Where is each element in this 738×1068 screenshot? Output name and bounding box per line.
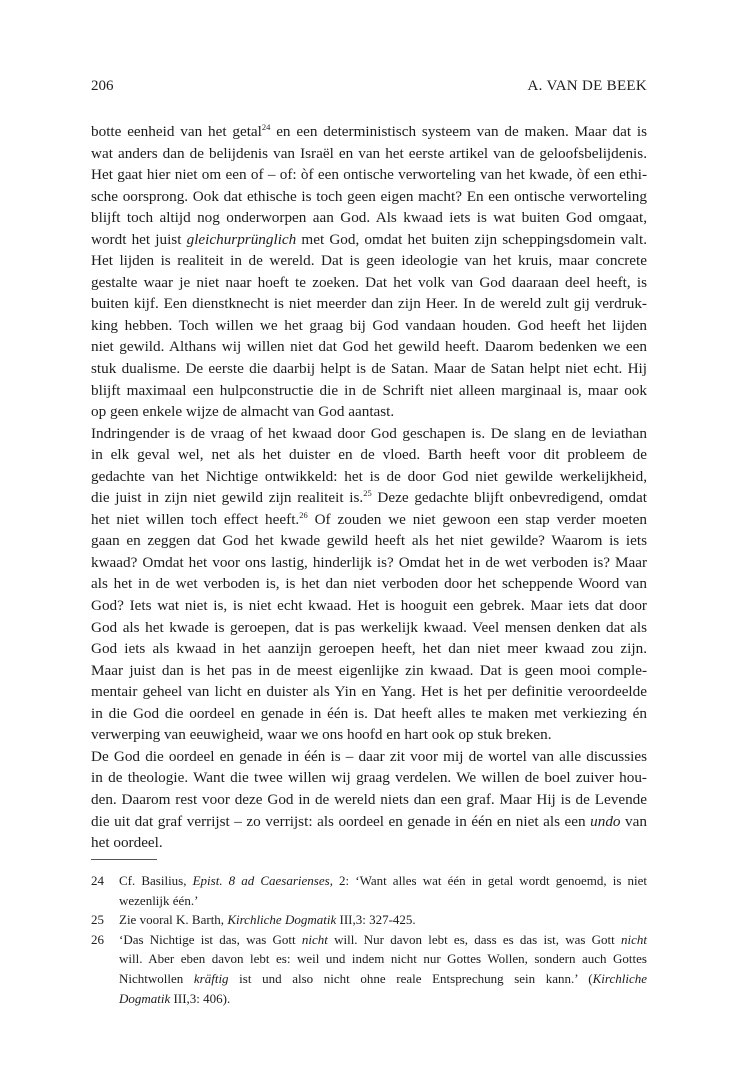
text-line: wat anders dan de belijdenis van Israël en van het eerste artikel van de geloofsbelijdenis. <box>91 144 647 162</box>
text-line: Het lijden is realiteit in de wereld. Dat is geen ideologie van het kruis, maar concrete <box>91 252 647 270</box>
text-line: botte eenheid van het getal$^{24}$ en een deterministisch systeem van de maken. Maar dat is <box>91 122 647 140</box>
footnote-26 <box>91 930 647 1008</box>
text-line: als het in de wet verboden is, is het dan niet verboden door het scheppende Woord van <box>91 575 647 593</box>
footnote-24 <box>91 871 647 910</box>
text-line: het oordeel. <box>91 834 163 852</box>
text-line: stuk dualisme. De eerste die daarbij helpt is de Satan. Maar de Satan helpt niet echt. Hij <box>91 360 647 378</box>
footnote-number: 24 <box>91 873 104 888</box>
footnote-number: 25 <box>91 912 104 928</box>
text-line: sche oorsprong. Ook dat ethische is toch geen eigen macht? En een ontische verworteling <box>91 187 647 205</box>
footnote-ref: 26 <box>299 509 308 520</box>
text-line: in de theologie. Want die twee willen wij graag verdelen. We willen de boel zuiver hou- <box>91 769 647 787</box>
text-line: gedachte van het Nichtige ontwikkeld: het is de door God niet gewilde werkelijkheid, <box>91 467 647 485</box>
text-line: die juist in zijn niet gewild zijn realiteit is.$^{25}$ Deze gedachte blijft onbevredigend, omdat <box>91 488 647 507</box>
footnote-line: wezenlijk één.’ <box>119 892 199 908</box>
running-head: A. VAN DE BEEK <box>527 78 647 94</box>
footnote-line: will. Aber eben davon lebt es: weil und indem nicht nur Gottes Wollen, sondern auch Gottes <box>119 951 647 967</box>
text-line: op geen enkele wijze de almacht van God aantast. <box>91 403 395 421</box>
page-number: 206 <box>91 78 114 94</box>
text-line: God iets als kwaad in het aanzijn geroepen heeft, het dan niet meer kwaad zou zijn. <box>91 640 647 658</box>
text-line: gestalte waar je niet naar hoeft te zoeken. Dat het volk van God daaraan deel heeft, is <box>91 273 647 291</box>
text-line: Het gaat hier niet om een of – of: òf een ontische verworteling van het kwade, òf een ethi- <box>91 166 647 184</box>
text-line: die uit dat graf verrijst – zo verrijst: als oordeel en genade in één en niet als een undo van <box>91 812 647 830</box>
text-line: blijft toch altijd nog onderworpen aan God. Als kwaad iets is wat buiten God omgaat, <box>91 209 647 227</box>
footnotes <box>91 871 647 1008</box>
footnote-line: Zie vooral K. Barth, Kirchliche Dogmatik III,3: 327-425. <box>119 912 416 928</box>
footnote-line: ‘Das Nichtige ist das, was Gott nicht will. Nur davon lebt es, dass es das ist, was Gott nicht <box>119 931 647 947</box>
text-line: mentair geheel van licht en duister als Yin en Yang. Het is het per definitie veroordeelde <box>91 683 647 701</box>
text-line: kwaad? Omdat het voor ons lastig, hinderlijk is? Omdat het in de wet verboden is? Maar <box>91 553 647 571</box>
text-line: het niet willen toch effect heeft.$^{26}$ Of zouden we niet gewoon een stap verder moeten <box>91 509 647 528</box>
footnote-divider <box>91 859 157 860</box>
text-line: wordt het juist gleichurprünglich met God, omdat het buiten zijn scheppingsdomein valt. <box>91 230 648 248</box>
text-line: buiten kijf. Een dienstknecht is niet meerder dan zijn Heer. In de wereld zult gij verdruk- <box>91 295 647 313</box>
text-line: niet gewild. Althans wij willen niet dat God het gewild heeft. Daarom bedenken we een <box>91 338 647 356</box>
text-line: den. Daarom rest voor deze God in de wereld niets dan een graf. Maar Hij is de Levende <box>91 790 647 808</box>
text-line: in elk geval wel, net als het duister en de vloed. Barth heeft voor dit probleem de <box>91 446 647 464</box>
text-line: gaan en zeggen dat God het kwade gewild heeft als het niet gewilde? Waarom is iets <box>91 532 647 550</box>
footnote-number: 26 <box>91 931 104 947</box>
italic-term: undo <box>590 812 621 830</box>
text-line: blijft maximaal een hulpconstructie die in de Schrift niet alleen marginaal is, maar ook <box>91 381 647 399</box>
body-text <box>91 121 647 854</box>
footnote-line: Dogmatik III,3: 406). <box>119 990 231 1006</box>
text-line: in die God die oordeel en genade in één is. Dat heeft alles te maken met verkiezing én <box>91 704 647 722</box>
footnote-line: Nichtwollen kräftig ist und also nicht ohne reale Entsprechung sein kann.’ (Kirchliche <box>119 970 648 986</box>
text-line: De God die oordeel en genade in één is – daar zit voor mij de wortel van alle discussies <box>91 747 647 765</box>
text-line: God als het kwade is geroepen, dat is pas werkelijk kwaad. Veel mensen denken dat als <box>91 618 647 636</box>
footnote-line: Cf. Basilius, Epist. 8 ad Caesarienses, 2: ‘Want alles wat één in getal wordt genoemd, is niet <box>119 873 647 888</box>
footnote-ref: 25 <box>363 488 372 499</box>
footnote-25 <box>91 910 647 930</box>
text-line: Maar juist dan is het pas in de meest eigenlijke zin kwaad. Dat is geen mooi comple- <box>91 661 647 679</box>
text-line: Indringender is de vraag of het kwaad door God geschapen is. De slang en de leviathan <box>91 424 647 442</box>
text-line: God? Iets wat niet is, is niet echt kwaad. Het is hooguit een gebrek. Maar iets dat door <box>91 597 647 615</box>
footnote-ref: 24 <box>261 122 271 132</box>
text-line: king hebben. Toch willen we het graag bij God vandaan houden. God heeft het lijden <box>91 316 647 334</box>
italic-term: gleichurprünglich <box>186 230 297 248</box>
running-header <box>91 78 647 100</box>
text-line: verwerping van eeuwigheid, waar we ons hoofd en hart ook op stuk breken. <box>91 726 552 744</box>
